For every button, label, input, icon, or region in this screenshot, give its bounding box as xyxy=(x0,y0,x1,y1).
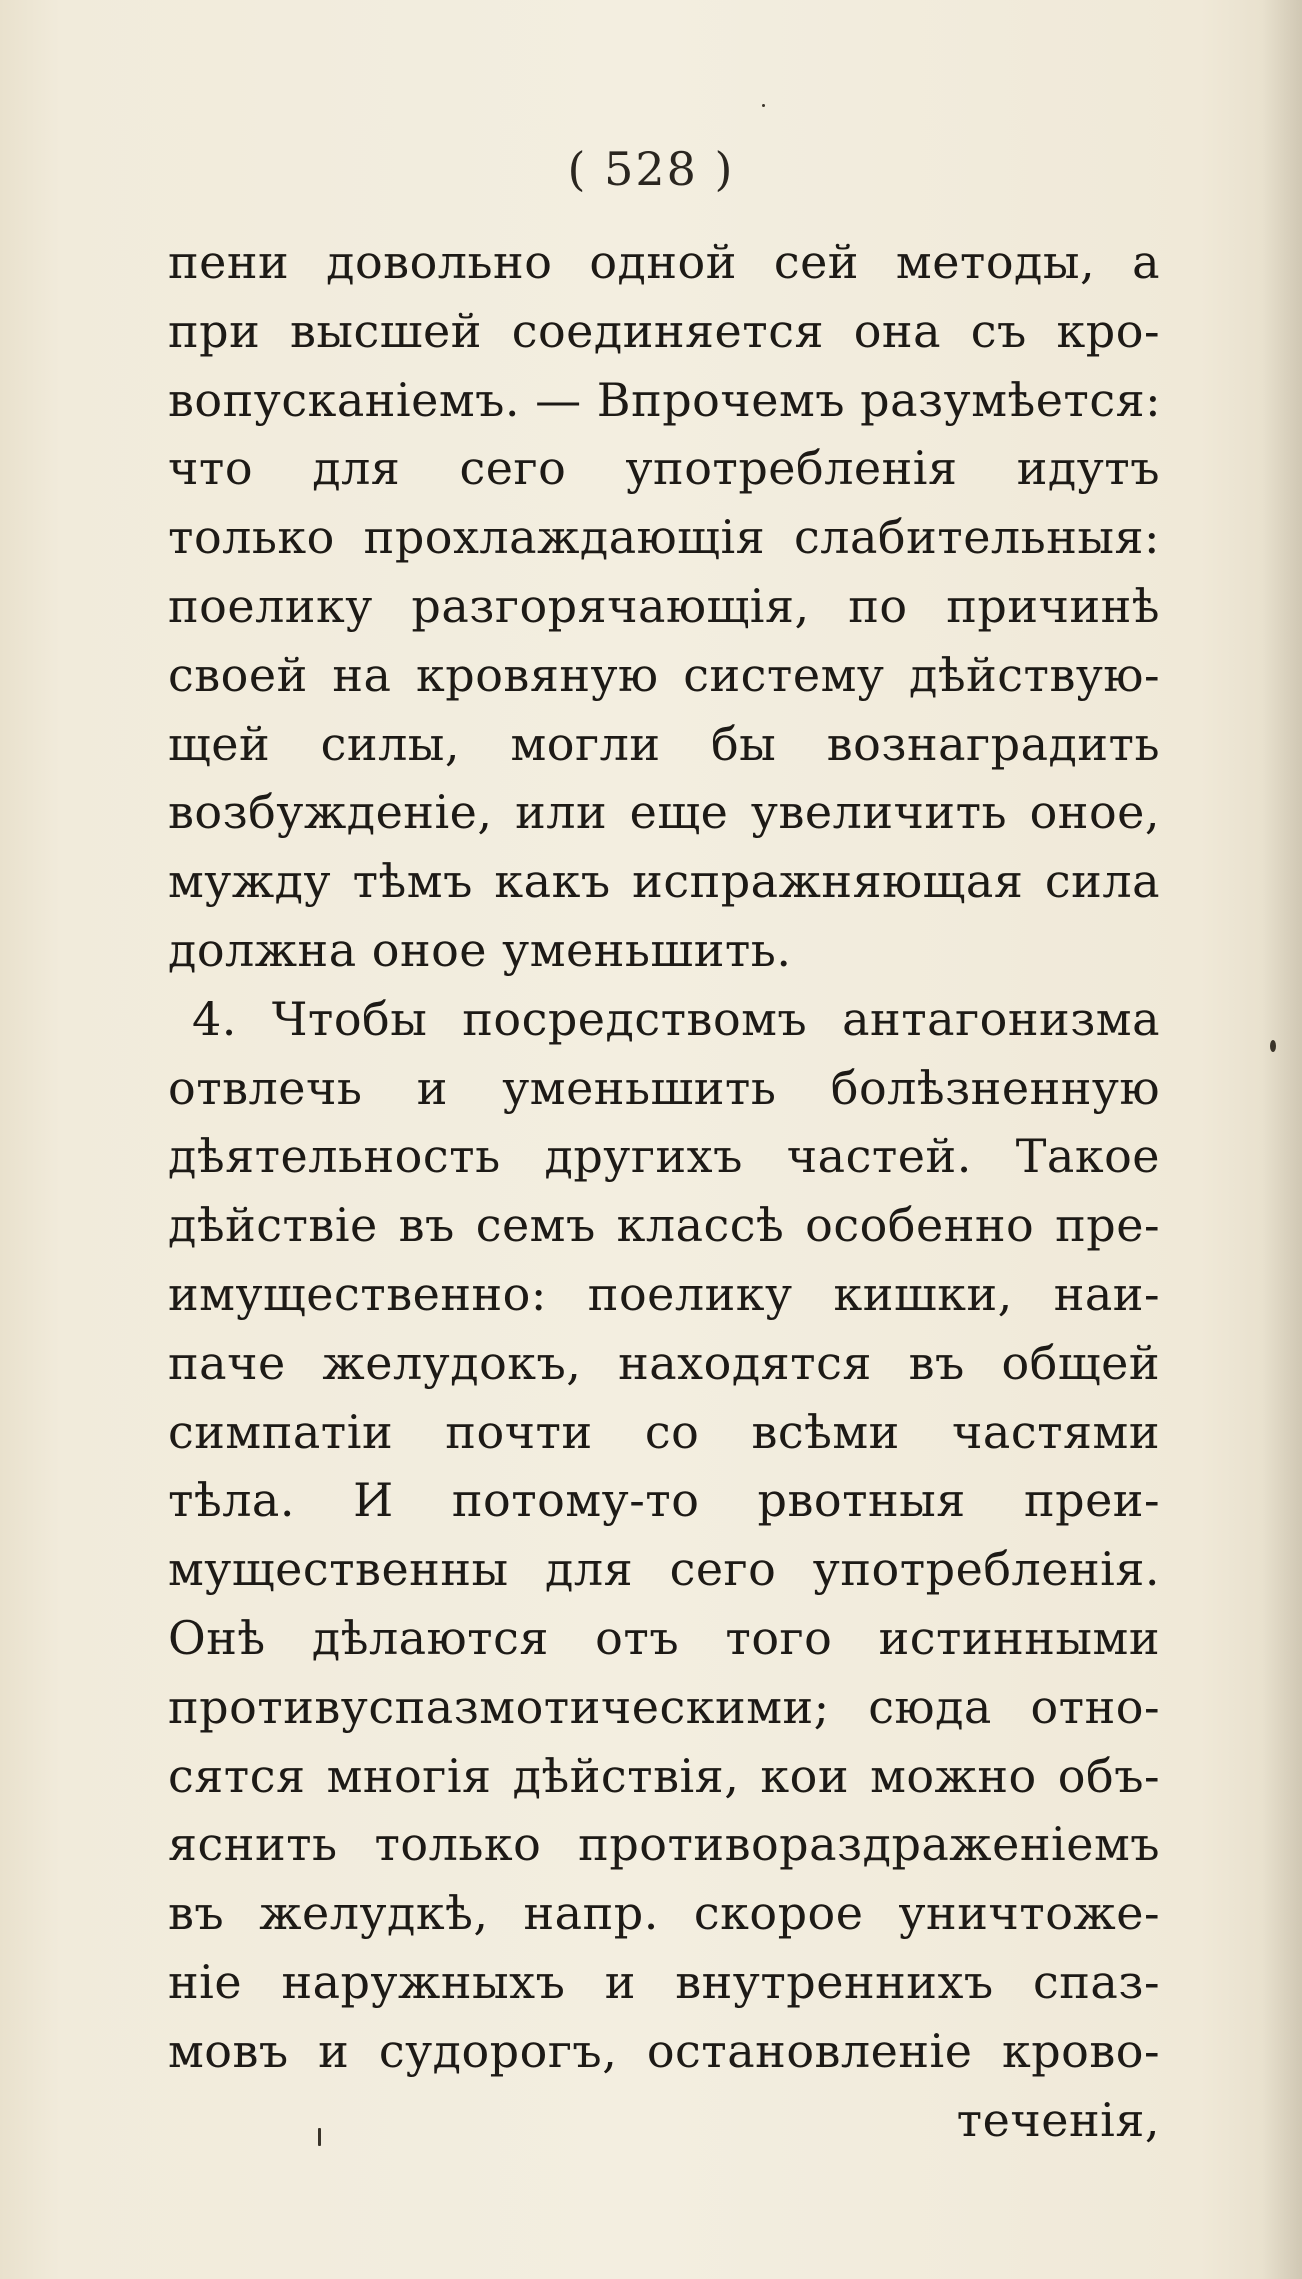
page-number: ( 528 ) xyxy=(567,142,735,196)
paper-speck xyxy=(1270,1040,1276,1052)
numbered-paragraph-start: 4. Чтобы посредствомъ антагонизма xyxy=(192,991,1160,1046)
text-line: яснить только противораздраженiемъ xyxy=(168,1817,1160,1872)
text-line: поелику разгорячающiя, по причинѣ xyxy=(168,578,1160,633)
text-line: возбужденiе, или еще увеличить оное, xyxy=(168,785,1160,840)
text-line: пени довольно одной сей методы, а xyxy=(168,235,1160,289)
paper-speck xyxy=(318,2128,321,2146)
text-line: Онѣ дѣлаются отъ того истинными xyxy=(168,1610,1160,1665)
text-line: только прохлаждающiя слабительныя: xyxy=(168,510,1160,565)
text-line: мовъ и судорогъ, остановленiе крово- xyxy=(168,2023,1160,2078)
text-line: тѣла. И потому-то рвотныя преи- xyxy=(168,1473,1160,1528)
text-line: сятся многiя дѣйствiя, кои можно объ- xyxy=(168,1748,1160,1803)
text-line: щей силы, могли бы вознаградить xyxy=(168,716,1160,771)
text-line: симпатiи почти со всѣми частями xyxy=(168,1404,1160,1459)
text-line: вопусканiемъ. — Впрочемъ разумѣется: xyxy=(168,372,1162,427)
text-line: мужду тѣмъ какъ испражняющая сила xyxy=(168,854,1160,909)
text-line: что для сего употребленiя идутъ xyxy=(168,441,1160,496)
text-line: противуспазмотическими; сюда отно- xyxy=(168,1679,1160,1734)
text-line: своей на кровяную систему дѣйствую- xyxy=(168,647,1160,702)
text-line: дѣятельность другихъ частей. Такое xyxy=(168,1129,1160,1184)
catchword-line: теченiя, xyxy=(956,2092,1160,2147)
paragraph-end-line: должна оное уменьшить. xyxy=(168,922,792,977)
text-line: нiе наружныхъ и внутреннихъ спаз- xyxy=(168,1954,1160,2009)
text-line: въ желудкѣ, напр. скорое уничтоже- xyxy=(168,1886,1160,1941)
paper-speck xyxy=(762,104,765,107)
body-text xyxy=(168,228,1160,2154)
text-line: отвлечь и уменьшить болѣзненную xyxy=(168,1060,1160,1115)
text-line: дѣйствiе въ семъ классѣ особенно пре- xyxy=(168,1198,1160,1253)
text-line: паче желудокъ, находятся въ общей xyxy=(168,1335,1160,1390)
text-line: имущественно: поелику кишки, наи- xyxy=(168,1266,1160,1321)
text-line: при высшей соединяется она съ кро- xyxy=(168,303,1160,358)
text-line: мущественны для сего употребленiя. xyxy=(168,1542,1160,1597)
page-edge-shadow xyxy=(1262,0,1302,2279)
